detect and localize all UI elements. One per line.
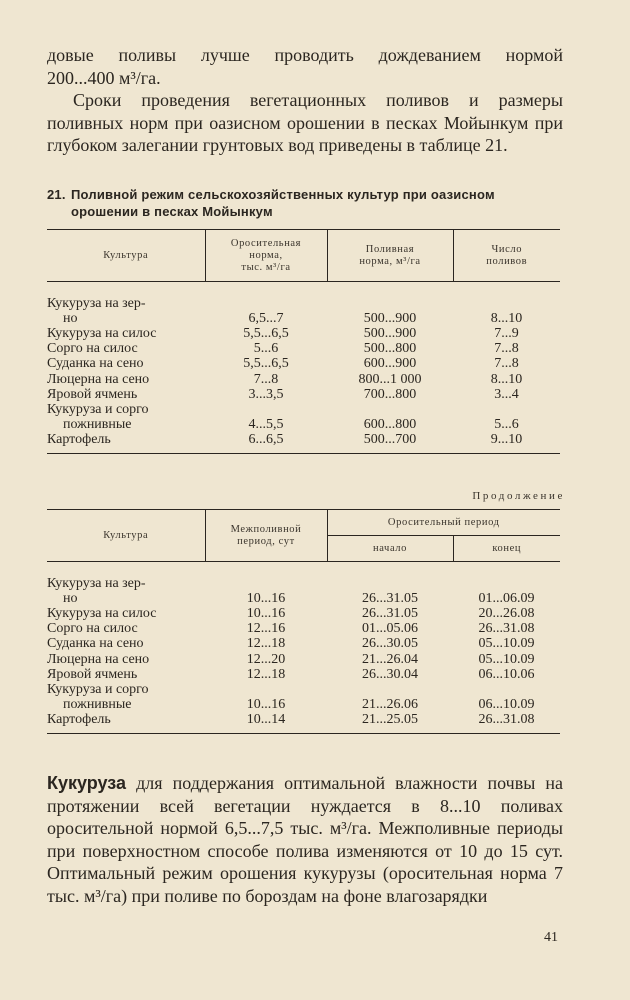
irrigation-period-table bbox=[47, 509, 560, 734]
crop-name: Суданка на сено bbox=[47, 356, 144, 372]
value-interval: 10...14 bbox=[246, 712, 286, 728]
irrigation-table bbox=[47, 229, 560, 454]
value-irrigation: 5,5...6,5 bbox=[243, 325, 289, 341]
value-count: 7...9 bbox=[494, 325, 519, 341]
value-start: 26...31.05 bbox=[362, 605, 418, 621]
value-watering: 800...1 000 bbox=[358, 371, 422, 387]
value-interval: 10...16 bbox=[246, 697, 286, 713]
value-irrigation: 4...5,5 bbox=[248, 417, 284, 433]
table-row bbox=[47, 606, 560, 621]
value-irrigation: 7...8 bbox=[253, 371, 279, 387]
value-watering: 500...900 bbox=[363, 325, 417, 341]
crop-name: Кукуруза на силос bbox=[47, 325, 157, 341]
empty-cell bbox=[327, 576, 453, 591]
value-end: 26...31.08 bbox=[478, 712, 535, 728]
table-number: 21. bbox=[47, 187, 66, 202]
crop-name-cont: пожнивные bbox=[63, 417, 132, 433]
intro-paragraph-1 bbox=[47, 44, 563, 89]
crop-name: Яровой ячмень bbox=[47, 386, 138, 402]
col-header-count: Число поливов bbox=[453, 230, 560, 282]
crop-name-cont: но bbox=[63, 310, 78, 326]
value-count: 5...6 bbox=[494, 417, 519, 433]
table-row bbox=[47, 576, 560, 591]
value-start: 21...26.04 bbox=[362, 651, 418, 667]
crop-name-continued bbox=[47, 591, 205, 606]
value-irrigation: 5,5...6,5 bbox=[243, 356, 289, 372]
value-end: 05...10.09 bbox=[478, 651, 535, 667]
table-row bbox=[47, 667, 560, 682]
value-start: 26...30.04 bbox=[362, 666, 418, 682]
closing-paragraph bbox=[47, 772, 563, 907]
value-end: 06...10.06 bbox=[478, 666, 535, 682]
table-row bbox=[47, 712, 560, 727]
table-row-continued bbox=[47, 311, 560, 326]
value-count: 8...10 bbox=[490, 310, 523, 326]
crop-name: Сорго на силос bbox=[47, 341, 138, 357]
empty-cell bbox=[453, 402, 560, 417]
value-irrigation: 5...6 bbox=[253, 341, 279, 357]
value-end: 20...26.08 bbox=[478, 605, 535, 621]
crop-name-continued bbox=[47, 311, 205, 326]
continuation-label: Продолжение bbox=[472, 490, 565, 502]
value-count: 3...4 bbox=[494, 386, 519, 402]
value-start: 21...25.05 bbox=[362, 712, 418, 728]
intro-paragraph-2-text: Сроки проведения вегетационных поливов и размеры поливных норм при оазисном орошении в песках Мойынкум при глубоком залегании грунтовых вод приведены в таблице 21. bbox=[47, 90, 563, 155]
value-irrigation: 3...3,5 bbox=[248, 386, 284, 402]
col-header-crop-2: Культура bbox=[47, 510, 205, 562]
caption-line-1: Поливной режим сельскохозяйственных культур при оазисном bbox=[71, 187, 495, 202]
col-header-interval: Межполивной период, сут bbox=[205, 510, 327, 562]
value-start: 01...05.06 bbox=[362, 621, 418, 637]
empty-cell bbox=[453, 576, 560, 591]
value-watering: 500...800 bbox=[363, 341, 417, 357]
value-watering: 500...700 bbox=[363, 432, 417, 448]
col-header-period: Оросительный период bbox=[327, 510, 560, 536]
crop-name: Кукуруза на силос bbox=[47, 605, 157, 621]
col-header-start: начало bbox=[327, 536, 453, 562]
value-interval: 12...18 bbox=[246, 636, 286, 652]
crop-name: Люцерна на сено bbox=[47, 651, 150, 667]
caption-line-2: орошении в песках Мойынкум bbox=[71, 204, 273, 219]
crop-name-continued bbox=[47, 697, 205, 712]
table-caption bbox=[47, 186, 567, 220]
table-row bbox=[47, 326, 560, 341]
table-row bbox=[47, 372, 560, 387]
value-start: 26...30.05 bbox=[362, 636, 418, 652]
value-count: 7...8 bbox=[494, 341, 519, 357]
value-watering: 600...900 bbox=[363, 356, 417, 372]
crop-name-cont: но bbox=[63, 590, 78, 606]
value-start: 26...31.05 bbox=[362, 590, 418, 606]
crop-name: Сорго на силос bbox=[47, 621, 138, 637]
value-count: 9...10 bbox=[490, 432, 523, 448]
crop-name: Картофель bbox=[47, 712, 111, 728]
closing-bold-word: Кукуруза bbox=[47, 773, 127, 793]
value-irrigation: 6...6,5 bbox=[248, 432, 284, 448]
value-interval: 12...16 bbox=[246, 621, 286, 637]
value-count: 8...10 bbox=[490, 371, 523, 387]
col-header-end: конец bbox=[453, 536, 560, 562]
value-irrigation: 6,5...7 bbox=[248, 310, 284, 326]
empty-cell bbox=[205, 296, 327, 311]
table-row bbox=[47, 341, 560, 356]
table-row bbox=[47, 652, 560, 667]
intro-line-2: 200...400 м³/га. bbox=[47, 67, 161, 88]
empty-cell bbox=[453, 682, 560, 697]
table-row bbox=[47, 432, 560, 447]
value-count: 7...8 bbox=[494, 356, 519, 372]
value-watering: 600...800 bbox=[363, 417, 417, 433]
value-interval: 10...16 bbox=[246, 590, 286, 606]
value-interval: 10...16 bbox=[246, 605, 286, 621]
table-row bbox=[47, 356, 560, 371]
table-row bbox=[47, 621, 560, 636]
value-end: 06...10.09 bbox=[478, 697, 535, 713]
crop-name: Люцерна на сено bbox=[47, 371, 150, 387]
table-row-continued bbox=[47, 591, 560, 606]
table-row bbox=[47, 636, 560, 651]
crop-name-continued bbox=[47, 417, 205, 432]
empty-cell bbox=[453, 296, 560, 311]
table-row-continued bbox=[47, 417, 560, 432]
table-row-continued bbox=[47, 697, 560, 712]
empty-cell bbox=[205, 576, 327, 591]
empty-cell bbox=[327, 682, 453, 697]
table-row bbox=[47, 387, 560, 402]
empty-cell bbox=[327, 402, 453, 417]
empty-cell bbox=[327, 296, 453, 311]
page-number: 41 bbox=[544, 930, 558, 945]
value-start: 21...26.06 bbox=[362, 697, 418, 713]
value-watering: 500...900 bbox=[363, 310, 417, 326]
table-row bbox=[47, 296, 560, 311]
closing-text: для поддержания оптимальной влажности почвы на протяжении всей вегетации нуждается в 8...10 поливах оросительной нормой 6,5...7,5 тыс. м³/га. Межполивные периоды при поверхностном способе полива изменяются от 10 до 15 сут. Оптимальный режим орошения кукурузы (оросительная норма 7 тыс. м³/га) при поливе по бороздам на фоне влагозарядки bbox=[47, 773, 563, 906]
empty-cell bbox=[205, 682, 327, 697]
intro-line-1: довые поливы лучше проводить дождеванием нормой bbox=[47, 45, 563, 65]
value-end: 01...06.09 bbox=[478, 590, 535, 606]
crop-name: Суданка на сено bbox=[47, 636, 144, 652]
value-end: 26...31.08 bbox=[478, 621, 535, 637]
crop-name: Кукуруза на зер- bbox=[47, 575, 146, 591]
value-interval: 12...18 bbox=[246, 666, 286, 682]
intro-paragraph-2 bbox=[47, 89, 563, 157]
crop-name: Кукуруза и сорго bbox=[47, 401, 149, 417]
crop-name: Кукуруза и сорго bbox=[47, 681, 149, 697]
col-header-irrigation-rate: Оросительная норма, тыс. м³/га bbox=[205, 230, 327, 282]
table-row bbox=[47, 682, 560, 697]
value-interval: 12...20 bbox=[246, 651, 286, 667]
value-watering: 700...800 bbox=[363, 386, 417, 402]
value-end: 05...10.09 bbox=[478, 636, 535, 652]
crop-name: Картофель bbox=[47, 432, 111, 448]
empty-cell bbox=[205, 402, 327, 417]
col-header-watering-rate: Поливная норма, м³/га bbox=[327, 230, 453, 282]
crop-name: Яровой ячмень bbox=[47, 666, 138, 682]
crop-name-cont: пожнивные bbox=[63, 697, 132, 713]
table-row bbox=[47, 402, 560, 417]
crop-name: Кукуруза на зер- bbox=[47, 295, 146, 311]
col-header-crop: Культура bbox=[47, 230, 205, 282]
